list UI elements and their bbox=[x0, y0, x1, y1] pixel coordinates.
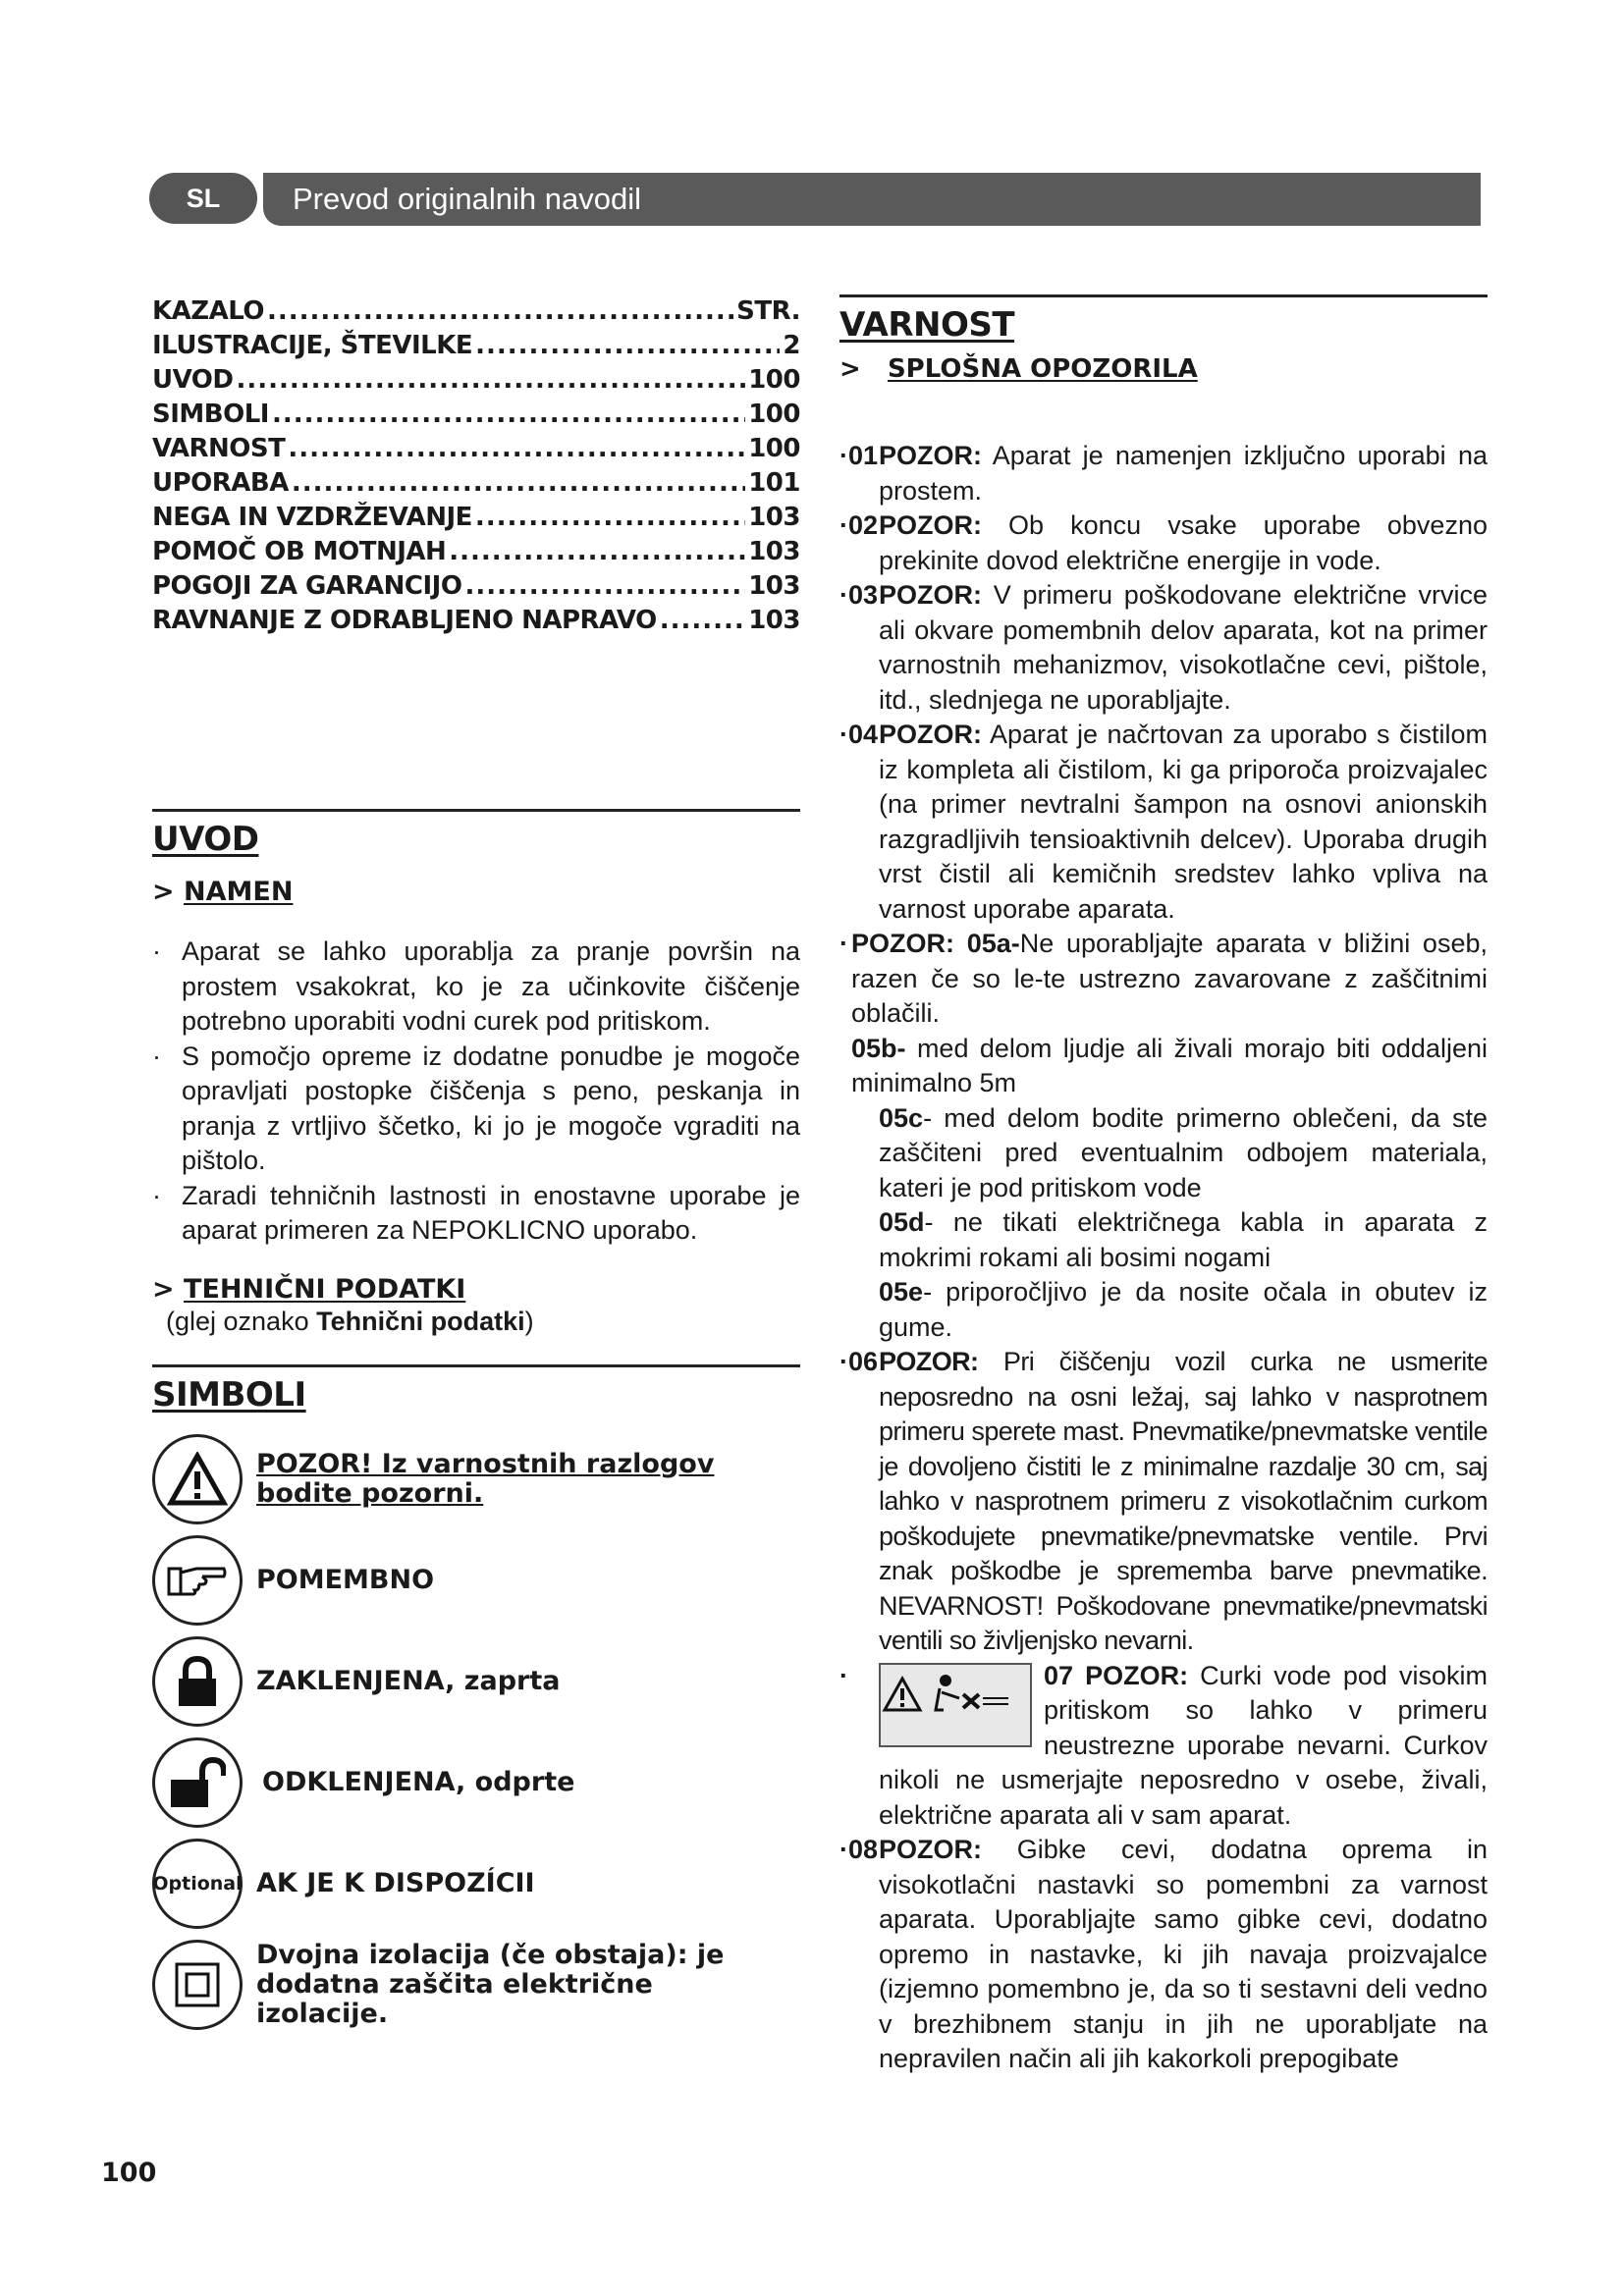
warning-item: ·01 POZOR: Aparat je namenjen izključno uporabi na prostem. bbox=[839, 441, 1488, 506]
toc-label: VARNOST bbox=[152, 434, 286, 463]
warning-item: · 07 POZOR: Curki vode pod visokim pritiskom so lahko v primeru neustrezne uporabe nevarni. Curkov nikoli ne usmerjajte neposredno v osebe, živali, električne aparata ali v sam aparat. bbox=[839, 1660, 1488, 1830]
symbol-row: POZOR! Iz varnostnih razlogov bodite pozorni. bbox=[152, 1432, 800, 1525]
tech-reference: (glej oznako Tehnični podatki) bbox=[166, 1306, 534, 1336]
header-title: Prevod originalnih navodil bbox=[279, 173, 1481, 226]
symbol-row: Optional AK JE K DISPOZÍCII bbox=[152, 1837, 800, 1930]
warning-item: ·06 POZOR: Pri čiščenju vozil curka ne usmerite neposredno na osni ležaj, saj lahko v nasprotnem primeru sperete mast. Pnevmatike/pnevmatske ventile je dovoljeno čistiti le z minimalne razdalje 30 cm, saj lahko v nasprotnem primeru z visokotlačnim curkom poškodujete pnevmatike/pnevmatske ventile. Prvi znak poškodbe je sprememba barve pnevmatike. NEVARNOST! Poškodovane pnevmatike/pnevmatski ventili so življenjsko nevarni. bbox=[839, 1347, 1488, 1655]
toc-entry bbox=[152, 466, 800, 501]
warnings-list bbox=[839, 439, 1488, 2077]
toc-page: STR. bbox=[736, 296, 800, 326]
toc-page: 2 bbox=[783, 331, 800, 360]
toc-entry bbox=[152, 535, 800, 569]
toc-entry bbox=[152, 329, 800, 363]
language-badge: SL bbox=[149, 173, 257, 224]
list-item: · Zaradi tehničnih lastnosti in enostavne uporabe je aparat primeren za NEPOKLICNO uporabo. bbox=[152, 1180, 800, 1245]
varnost-title: VARNOST bbox=[839, 305, 1015, 345]
toc-label: KAZALO bbox=[152, 296, 264, 326]
warning-triangle-icon bbox=[152, 1434, 243, 1524]
toc-page: 100 bbox=[748, 434, 800, 463]
warning-item: 05e- priporočljivo je da nosite očala in obutev iz gume. bbox=[879, 1277, 1488, 1342]
toc-label: UVOD bbox=[152, 365, 234, 395]
table-of-contents bbox=[152, 294, 800, 638]
lock-closed-icon bbox=[152, 1636, 243, 1727]
lock-open-icon bbox=[152, 1737, 243, 1828]
warning-item: ·08 POZOR: Gibke cevi, dodatna oprema in visokotlačni nastavki so pomembni za varnost aparata. Uporabljajte samo gibke cevi, dodatno opremo in nastavke, ki jih navaja proizvajalce (izjemno pomembno je, da so ti sestavni deli vedno v brezhibnem stanju in jih ne uporabljate na nepravilen način ali jih kakorkoli prepogibate bbox=[839, 1835, 1488, 2073]
optional-icon: Optional bbox=[152, 1839, 243, 1929]
section-divider bbox=[152, 809, 800, 812]
toc-label: POMOČ OB MOTNJAH bbox=[152, 537, 447, 566]
section-divider bbox=[839, 294, 1488, 297]
symbol-row: Dvojna izolacija (če obstaja): je dodatna zaščita električne izolacije. bbox=[152, 1938, 800, 2031]
toc-entry bbox=[152, 432, 800, 466]
list-item: · S pomočjo opreme iz dodatne ponudbe je mogoče opravljati postopke čiščenja s peno, peskanja in pranja z vrtljivo ščetko, ki jo je mogoče vgraditi na pištolo. bbox=[152, 1041, 800, 1175]
double-insulation-icon bbox=[152, 1940, 243, 2030]
toc-entry bbox=[152, 294, 800, 329]
toc-label: SIMBOLI bbox=[152, 400, 269, 429]
toc-page: 101 bbox=[748, 468, 800, 498]
water-jet-warning-icon bbox=[879, 1663, 1032, 1747]
section-divider bbox=[152, 1364, 800, 1367]
warning-item: ·02 POZOR: Ob koncu vsake uporabe obvezno prekinite dovod električne energije in vode. bbox=[839, 510, 1488, 575]
toc-label: ILUSTRACIJE, ŠTEVILKE bbox=[152, 331, 473, 360]
tech-subtitle: > TEHNIČNI PODATKI bbox=[152, 1273, 466, 1305]
toc-entry bbox=[152, 363, 800, 398]
warning-item: ·04 POZOR: Aparat je načrtovan za uporabo s čistilom iz kompleta ali čistilom, ki ga priporoča proizvajalec (na primer nevtralni šampon na osnovi anionskih razgradljivih tensioaktivnih delcev). Uporaba drugih vrst čistil ali kemičnih sredstev lahko vpliva na varnost uporabe aparata. bbox=[839, 720, 1488, 924]
toc-page: 103 bbox=[748, 571, 800, 601]
splosna-subtitle: > SPLOŠNA OPOZORILA bbox=[839, 354, 1198, 384]
page-header bbox=[149, 173, 1481, 226]
uvod-bullets bbox=[152, 934, 800, 1249]
right-column bbox=[839, 294, 1488, 2077]
pointing-hand-icon bbox=[152, 1535, 243, 1626]
namen-subtitle: > NAMEN bbox=[152, 877, 294, 907]
toc-page: 100 bbox=[748, 400, 800, 429]
warning-item: 05c- med delom bodite primerno oblečeni, da ste zaščiteni pred eventualnim odbojem materiala, kateri je pod pritiskom vode bbox=[879, 1102, 1488, 1202]
toc-entry bbox=[152, 501, 800, 535]
page-number: 100 bbox=[101, 2158, 157, 2188]
toc-label: NEGA IN VZDRŽEVANJE bbox=[152, 503, 472, 532]
toc-page: 103 bbox=[748, 503, 800, 532]
toc-label: UPORABA bbox=[152, 468, 289, 498]
left-column bbox=[152, 294, 800, 2039]
toc-entry bbox=[152, 569, 800, 604]
symbol-row: ODKLENJENA, odprte bbox=[152, 1735, 800, 1829]
symbol-row: POMEMBNO bbox=[152, 1533, 800, 1627]
symbols-list bbox=[152, 1432, 800, 2031]
toc-entry bbox=[152, 604, 800, 638]
toc-label: RAVNANJE Z ODRABLJENO NAPRAVO bbox=[152, 606, 657, 635]
toc-entry bbox=[152, 398, 800, 432]
toc-label: POGOJI ZA GARANCIJO bbox=[152, 571, 462, 601]
warning-item: · POZOR: 05a-Ne uporabljajte aparata v bližini oseb, razen če so le-te ustrezno zavarovane z zaščitnimi oblačili. bbox=[839, 929, 1488, 1028]
simboli-title: SIMBOLI bbox=[152, 1375, 306, 1415]
toc-page: 103 bbox=[748, 537, 800, 566]
toc-page: 100 bbox=[748, 365, 800, 395]
warning-item: 05b- med delom ljudje ali živali morajo biti oddaljeni minimalno 5m bbox=[851, 1033, 1488, 1097]
list-item: · Aparat se lahko uporablja za pranje površin na prostem vsakokrat, ko je za učinkovite čiščenje potrebno uporabiti vodni curek pod pritiskom. bbox=[152, 936, 800, 1036]
toc-page: 103 bbox=[748, 606, 800, 635]
warning-item: 05d- ne tikati električnega kabla in aparata z mokrimi rokami ali bosimi nogami bbox=[879, 1207, 1488, 1272]
uvod-title: UVOD bbox=[152, 820, 259, 859]
warning-item: ·03 POZOR: V primeru poškodovane električne vrvice ali okvare pomembnih delov aparata, kot na primer varnostnih mehanizmov, visokotlačne cevi, pištole, itd., slednjega ne uporabljajte. bbox=[839, 580, 1488, 715]
symbol-row: ZAKLENJENA, zaprta bbox=[152, 1634, 800, 1728]
